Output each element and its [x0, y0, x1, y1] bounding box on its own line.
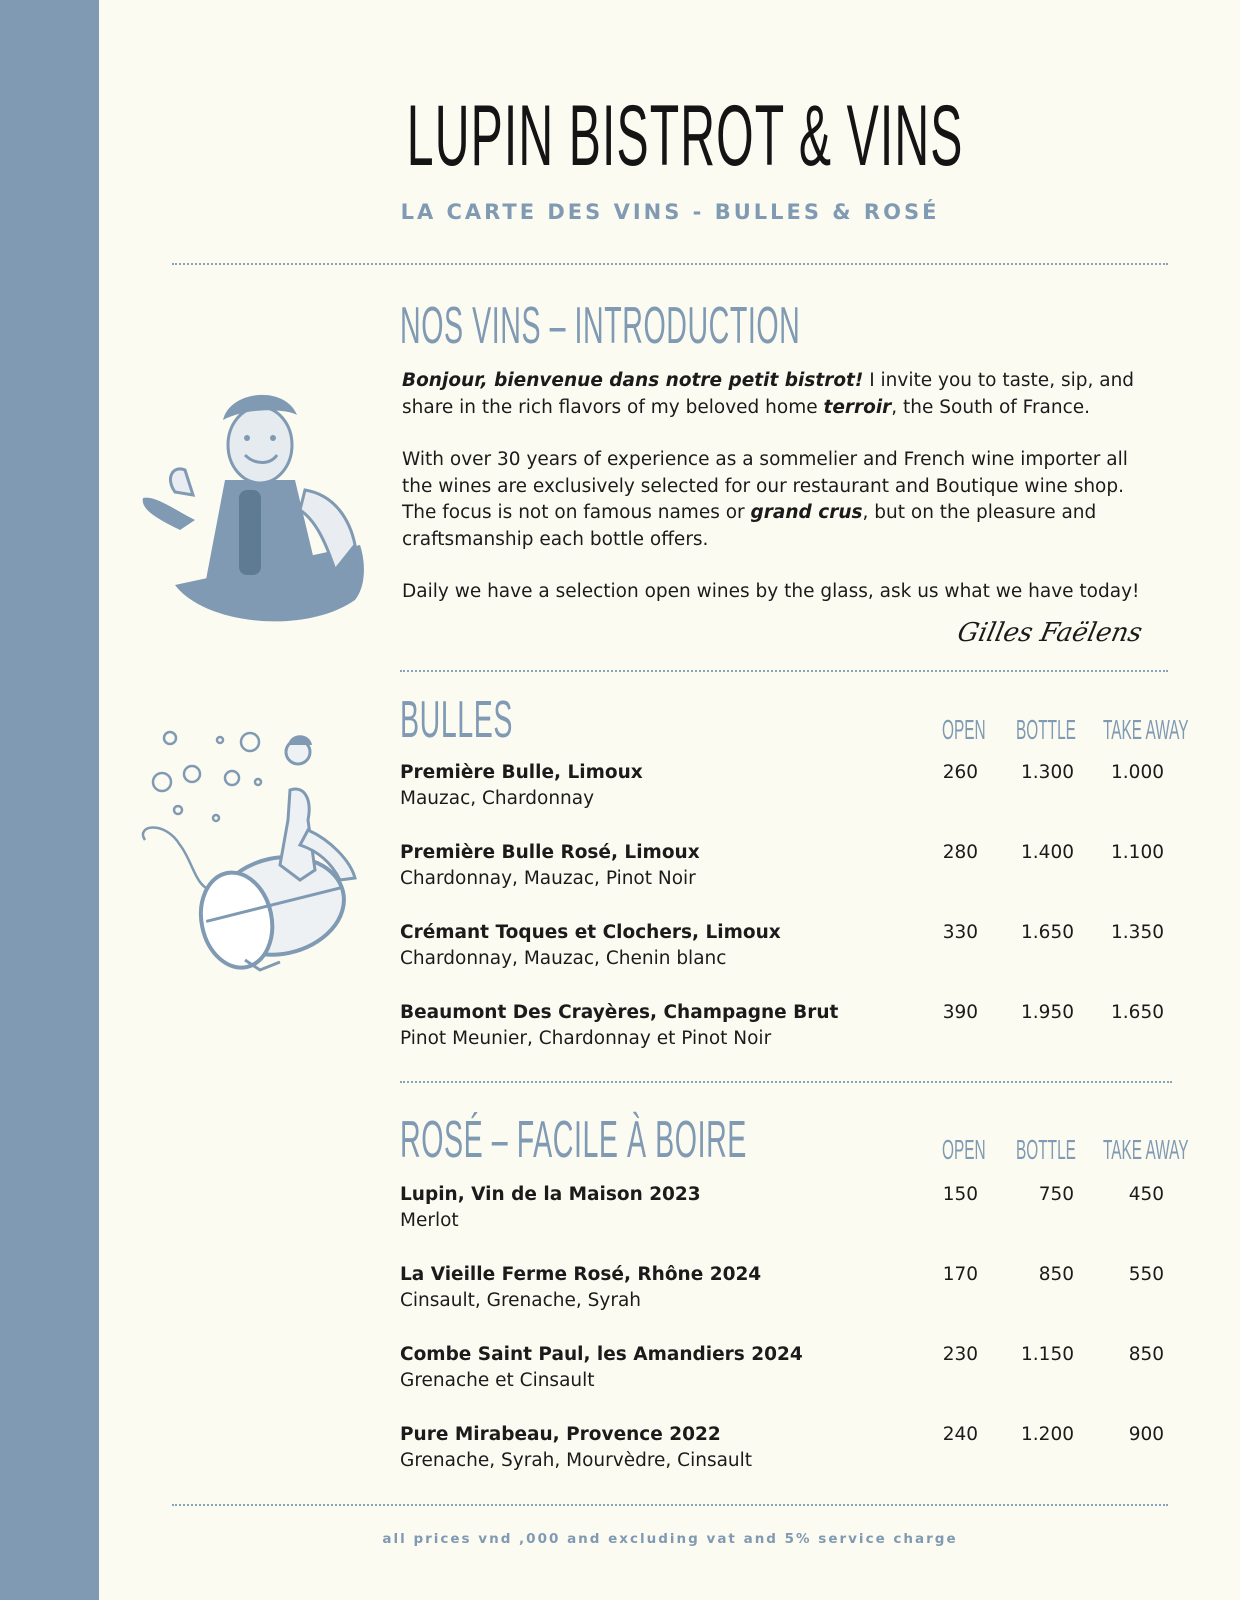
price-take-away: 850 — [1128, 1344, 1164, 1365]
wine-grapes: Mauzac, Chardonnay — [400, 788, 595, 809]
intro-paragraph-2 — [402, 447, 1162, 553]
price-take-away: 1.100 — [1111, 842, 1164, 863]
price-footnote: all prices vnd ,000 and excluding vat and 5% service charge — [382, 1531, 958, 1547]
price-take-away: 1.000 — [1111, 762, 1164, 783]
price-open: 330 — [942, 922, 978, 943]
price-bottle: 850 — [1038, 1264, 1074, 1285]
price-take-away: 1.350 — [1111, 922, 1164, 943]
price-open: 150 — [942, 1184, 978, 1205]
wine-grapes: Pinot Meunier, Chardonnay et Pinot Noir — [400, 1028, 772, 1049]
wine-name: Lupin, Vin de la Maison 2023 — [400, 1184, 701, 1205]
rose-col-open: OPEN — [942, 1134, 986, 1165]
intro-terroir: terroir — [823, 396, 892, 418]
divider-intro — [400, 670, 1168, 672]
wine-name: La Vieille Ferme Rosé, Rhône 2024 — [400, 1264, 762, 1285]
divider-bulles — [400, 1081, 1172, 1083]
intro-p1-a: I invite you to taste, sip, and share in the rich flavors of my beloved home — [402, 370, 1135, 418]
bulles-title: BULLES — [400, 691, 513, 749]
wine-grapes: Chardonnay, Mauzac, Chenin blanc — [400, 948, 727, 969]
intro-title: NOS VINS – INTRODUCTION — [400, 297, 801, 355]
price-open: 390 — [942, 1002, 978, 1023]
divider-bottom — [172, 1504, 1168, 1506]
price-open: 170 — [942, 1264, 978, 1285]
price-open: 260 — [942, 762, 978, 783]
wine-name: Première Bulle Rosé, Limoux — [400, 842, 700, 863]
price-take-away: 1.650 — [1111, 1002, 1164, 1023]
price-bottle: 1.200 — [1021, 1424, 1074, 1445]
bulles-col-bottle: BOTTLE — [1016, 714, 1076, 745]
intro-p2-a: With over 30 years of experience as a sommelier and French wine importer all the wines are exclusively selected for our restaurant and Boutique wine shop. The focus is not on famous names or — [402, 449, 1128, 523]
wine-row — [400, 1000, 1164, 1060]
brand-name: LUPIN BISTROT & VINS — [406, 88, 964, 184]
wine-grapes: Grenache, Syrah, Mourvèdre, Cinsault — [400, 1450, 753, 1471]
wine-name: Pure Mirabeau, Provence 2022 — [400, 1424, 721, 1445]
wine-row — [400, 920, 1164, 980]
bulles-col-open: OPEN — [942, 714, 986, 745]
wine-grapes: Merlot — [400, 1210, 459, 1231]
price-take-away: 900 — [1128, 1424, 1164, 1445]
wine-row — [400, 1422, 1164, 1482]
bulles-col-take: TAKE AWAY — [1103, 714, 1189, 745]
wine-name: Crémant Toques et Clochers, Limoux — [400, 922, 781, 943]
sommelier-illustration — [135, 370, 375, 630]
rose-col-bottle: BOTTLE — [1016, 1134, 1076, 1165]
price-open: 230 — [942, 1344, 978, 1365]
intro-p2-b: , but on the pleasure and craftsmanship each bottle offers. — [402, 502, 1097, 550]
signature: Gilles Faëlens — [954, 618, 1145, 648]
intro-paragraph-1 — [402, 368, 1162, 421]
rose-col-take: TAKE AWAY — [1103, 1134, 1189, 1165]
price-bottle: 1.300 — [1021, 762, 1074, 783]
wine-row — [400, 1262, 1164, 1322]
price-take-away: 450 — [1128, 1184, 1164, 1205]
price-bottle: 1.950 — [1021, 1002, 1074, 1023]
price-bottle: 1.150 — [1021, 1344, 1074, 1365]
price-open: 280 — [942, 842, 978, 863]
champagne-cork-lady-illustration — [140, 730, 370, 990]
price-bottle: 1.650 — [1021, 922, 1074, 943]
wine-row — [400, 1342, 1164, 1402]
side-band — [0, 0, 99, 1600]
price-bottle: 750 — [1038, 1184, 1074, 1205]
wine-row — [400, 760, 1164, 820]
intro-text — [402, 368, 1162, 632]
price-take-away: 550 — [1128, 1264, 1164, 1285]
wine-name: Combe Saint Paul, les Amandiers 2024 — [400, 1344, 803, 1365]
divider-top — [172, 263, 1168, 265]
wine-name: Première Bulle, Limoux — [400, 762, 643, 783]
intro-paragraph-3: Daily we have a selection open wines by the glass, ask us what we have today! — [402, 581, 1140, 602]
wine-grapes: Chardonnay, Mauzac, Pinot Noir — [400, 868, 696, 889]
wine-name: Beaumont Des Crayères, Champagne Brut — [400, 1002, 839, 1023]
rose-title: ROSÉ – FACILE À BOIRE — [400, 1111, 747, 1169]
tagline: LA CARTE DES VINS - BULLES & ROSÉ — [400, 200, 940, 224]
wine-grapes: Grenache et Cinsault — [400, 1370, 595, 1391]
wine-row — [400, 840, 1164, 900]
intro-grand-crus: grand crus — [750, 502, 863, 523]
intro-p1-b: , the South of France. — [891, 396, 1091, 418]
wine-grapes: Cinsault, Grenache, Syrah — [400, 1290, 642, 1311]
wine-row — [400, 1182, 1164, 1242]
price-bottle: 1.400 — [1021, 842, 1074, 863]
price-open: 240 — [942, 1424, 978, 1445]
intro-lead: Bonjour, bienvenue dans notre petit bistrot! — [402, 370, 864, 391]
